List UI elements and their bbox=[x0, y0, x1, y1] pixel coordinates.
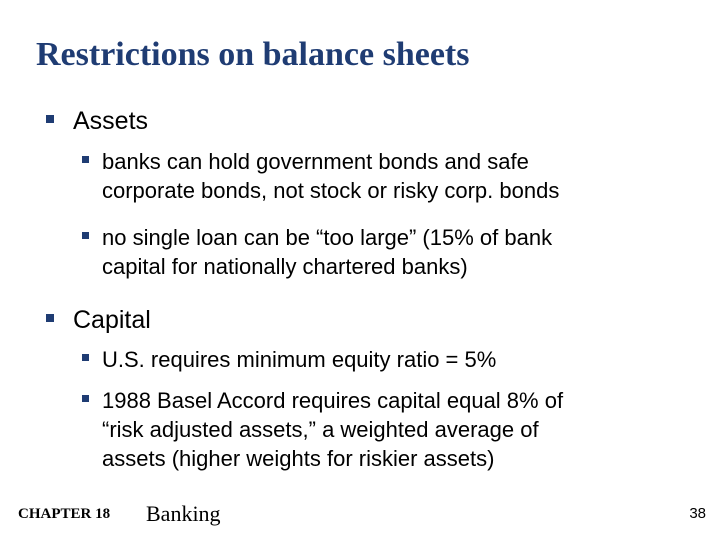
sub-bullet-line: 1988 Basel Accord requires capital equal 8% of bbox=[102, 388, 564, 413]
bullet-heading: Capital bbox=[73, 306, 151, 334]
page-number: 38 bbox=[689, 505, 706, 522]
sub-bullet-line: corporate bonds, not stock or risky corp. bonds bbox=[102, 178, 560, 203]
sub-bullet-line: “risk adjusted assets,” a weighted average of bbox=[102, 417, 539, 442]
slide-title: Restrictions on balance sheets bbox=[36, 36, 470, 73]
slide-footer bbox=[0, 500, 720, 532]
sub-bullet-line: banks can hold government bonds and safe bbox=[102, 149, 529, 174]
square-bullet-icon bbox=[46, 115, 54, 123]
topic-label: Banking bbox=[146, 501, 221, 526]
sub-bullet-line: no single loan can be “too large” (15% of bank bbox=[102, 225, 553, 250]
sub-bullet-line: U.S. requires minimum equity ratio = 5% bbox=[102, 347, 497, 372]
sub-bullet-line: assets (higher weights for riskier assets) bbox=[102, 446, 495, 471]
square-bullet-icon bbox=[82, 156, 89, 163]
square-bullet-icon bbox=[46, 314, 54, 322]
sub-bullet-line: capital for nationally chartered banks) bbox=[102, 254, 468, 279]
bullet-heading: Assets bbox=[73, 107, 149, 135]
square-bullet-icon bbox=[82, 232, 89, 239]
square-bullet-icon bbox=[82, 395, 89, 402]
chapter-label: CHAPTER 18 bbox=[18, 506, 111, 522]
square-bullet-icon bbox=[82, 354, 89, 361]
